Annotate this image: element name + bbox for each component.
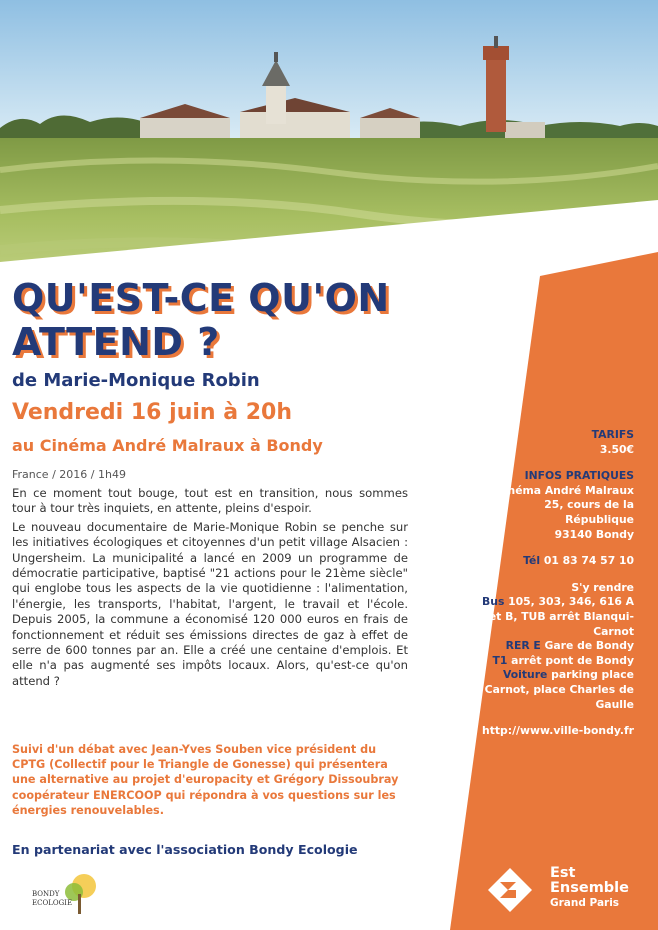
bus-label: Bus [482,595,505,609]
address-line: 25, cours de la République [544,498,634,526]
partnership-text: En partenariat avec l'association Bondy Ecologie [12,842,358,857]
address-line: Cinéma André Malraux [495,483,634,497]
website-link[interactable]: http://www.ville-bondy.fr [482,724,634,738]
ee-line3: Grand Paris [550,897,620,909]
bondy-ecologie-logo [26,872,116,920]
bondy-logo-line1: BONDY [32,890,60,898]
synopsis [12,486,408,692]
bus-value: 105, 303, 346, 616 A et B, TUB arrêt Blanqui-Carnot [488,595,634,638]
tel-value: 01 83 74 57 10 [543,554,634,568]
infos-label: INFOS PRATIQUES [524,469,634,483]
car-value: parking place Carnot, place Charles de Gaulle [484,668,634,711]
info-sidebar [474,428,634,751]
debate-text: Suivi d'un débat avec Jean-Yves Souben vice président du CPTG (Collectif pour le Triangle de Gonesse) qui présentera une alternative au projet d'europacity et Grégory Dissoubray coopérateur ENERCOOP qui répondra à vos questions sur les énergies renouvelables. [12,743,399,817]
access-label: S'y rendre [571,580,634,594]
bondy-logo-line2: ECOLOGIE [32,899,73,907]
page-title: QU'EST-CE QU'ON ATTEND ? [12,276,390,364]
author: de Marie-Monique Robin [12,370,260,391]
tram-value: arrêt pont de Bondy [511,653,634,667]
tarifs-value: 3.50€ [599,442,634,456]
event-venue: au Cinéma André Malraux à Bondy [12,436,323,455]
tram-label: T1 [492,653,508,667]
tel-label: Tél [523,554,541,568]
rer-value: Gare de Bondy [544,639,634,653]
ee-line1: Est [550,865,576,881]
tarifs-label: TARIFS [591,428,634,441]
address-line: 93140 Bondy [554,527,634,541]
ee-line2: Ensemble [550,880,629,896]
synopsis-paragraph: En ce moment tout bouge, tout est en transition, nous sommes tour à tour très inquiets, en attente, pleins d'espoir. [12,486,408,516]
event-date: Vendredi 16 juin à 20h [12,400,292,425]
synopsis-paragraph: Le nouveau documentaire de Marie-Monique Robin se penche sur les initiatives écologiques et citoyennes d'un petit village Alsacien : Ungersheim. La municipalité a lancé en 2009 un programme de démocratie participative, baptisé "21 actions pour le 21ème siècle" qui englobe tous les aspects de la vie quotidienne : l'alimentation, l'énergie, les transports, l'habitat, l'argent, le travail et l'école. Depuis 2005, la commune a économisé 120 000 euros en frais de fonctionnement et réduit ses émissions directes de gaz à effet de serre de 600 tonnes par an. Elle a créé une centaine d'emplois. Et elle n'a pas augmenté ses impôts locaux. Alors, qu'est-ce qu'on attend ? [12,519,408,688]
car-label: Voiture [503,668,548,682]
rer-label: RER E [505,639,541,653]
film-meta: France / 2016 / 1h49 [12,468,126,481]
est-ensemble-logo-text [550,866,629,911]
